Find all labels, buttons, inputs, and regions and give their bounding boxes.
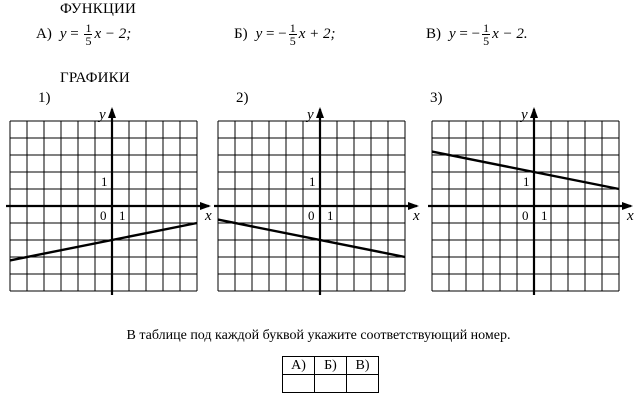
y-axis-arrow-icon (108, 107, 116, 118)
y-tick-label: 1 (101, 174, 108, 189)
fraction-numerator: 1 (289, 21, 296, 35)
graph-1 (0, 106, 210, 311)
fraction-numerator: 1 (483, 21, 490, 35)
instruction-text: В таблице под каждой буквой укажите соответствующий номер. (126, 328, 511, 343)
x-tick-label: 1 (119, 208, 126, 223)
fraction-denominator: 5 (483, 34, 490, 48)
answer-header-a: А) (283, 357, 315, 375)
x-tick-label: 1 (541, 208, 548, 223)
fraction (289, 22, 297, 47)
graphs-heading: ГРАФИКИ (60, 70, 130, 86)
functions-heading: ФУНКЦИИ (60, 1, 137, 17)
x-axis-label: x (413, 208, 420, 224)
origin-label: 0 (308, 208, 315, 223)
function-y: y (255, 26, 263, 42)
answer-cell-a[interactable] (283, 375, 315, 393)
graph-2-label: 2) (236, 90, 249, 106)
y-axis-label: y (307, 107, 314, 123)
function-c: В) y = − $\frac{1}{5}$ x − 2. (426, 21, 528, 48)
graph-3-label: 3) (430, 90, 443, 106)
function-a: А) y = $\frac{1}{5}$ x − 2; (36, 21, 132, 48)
y-axis-arrow-icon (530, 107, 538, 118)
function-line (10, 223, 197, 260)
graph-3 (422, 106, 637, 311)
y-axis-label: y (99, 107, 106, 123)
fraction-numerator: 1 (85, 21, 92, 35)
y-axis-label: y (521, 107, 528, 123)
x-tick-label: 1 (327, 208, 334, 223)
fraction-denominator: 5 (85, 34, 92, 48)
answer-table-input-row (283, 375, 379, 393)
fraction (84, 22, 92, 47)
answer-cell-b[interactable] (315, 375, 347, 393)
function-sign: − (278, 26, 287, 42)
graph-1-label: 1) (38, 90, 51, 106)
origin-label: 0 (522, 208, 529, 223)
answer-header-c: В) (347, 357, 379, 375)
x-axis-label: x (627, 208, 634, 224)
function-sign: − (471, 26, 481, 42)
answer-cell-c[interactable] (347, 375, 379, 393)
y-axis-arrow-icon (316, 107, 324, 118)
fraction-denominator: 5 (289, 34, 296, 48)
function-label: А) (36, 26, 52, 42)
function-label: Б) (234, 26, 248, 42)
answer-table (282, 356, 379, 393)
graph-2 (208, 106, 418, 311)
function-label: В) (426, 26, 441, 42)
answer-header-b: Б) (315, 357, 347, 375)
y-tick-label: 1 (309, 174, 316, 189)
function-y: y (449, 26, 456, 42)
function-b: Б) y = − $\frac{1}{5}$ x + 2; (234, 21, 336, 48)
function-tail: x + 2; (298, 26, 336, 42)
y-tick-label: 1 (523, 174, 530, 189)
function-tail: x − 2; (94, 26, 132, 42)
x-axis-label: x (205, 208, 212, 224)
fraction (482, 22, 490, 47)
answer-table-header-row (283, 357, 379, 375)
function-tail: x − 2. (492, 26, 528, 42)
origin-label: 0 (100, 208, 107, 223)
function-line (218, 220, 405, 257)
function-y: y (59, 26, 67, 42)
